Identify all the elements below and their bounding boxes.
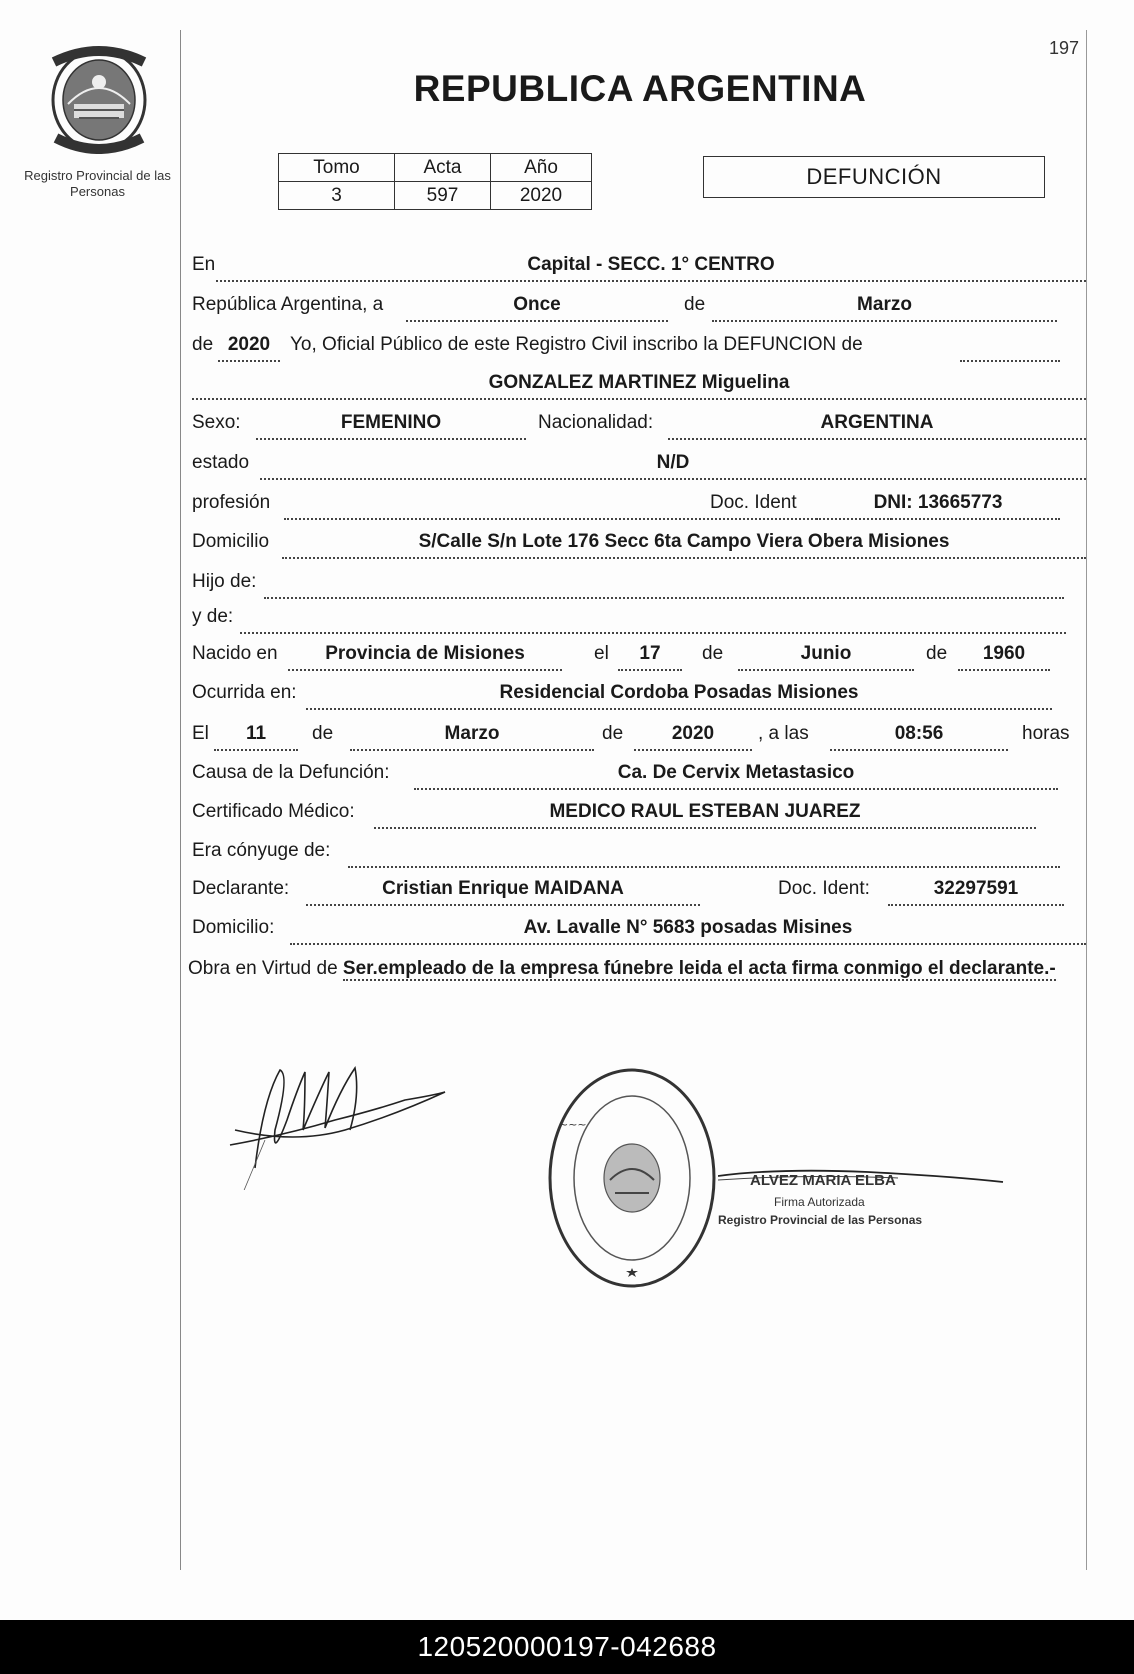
anio-header: Año	[491, 154, 592, 182]
de-label: de	[602, 723, 624, 744]
provincia-misiones-seal-icon	[44, 42, 154, 154]
svg-text:~~~: ~~~	[559, 1118, 587, 1131]
document-id-footer: 120520000197-042688	[0, 1620, 1134, 1674]
def-dia-value: 11	[214, 723, 298, 751]
reference-table	[278, 153, 592, 210]
authority-name: ALVEZ MARIA ELBA	[750, 1172, 896, 1189]
declarant-signature-icon	[225, 1060, 455, 1190]
authority-registro-label: Registro Provincial de las Personas	[718, 1213, 923, 1227]
nacido-anio-value: 1960	[958, 643, 1050, 671]
decl-domicilio-value: Av. Lavalle N° 5683 posadas Misines	[290, 917, 1086, 945]
ocurrida-label: Ocurrida en:	[192, 682, 297, 703]
def-anio-value: 2020	[634, 723, 752, 751]
de-label: de	[702, 643, 724, 664]
yde-label: y de:	[192, 606, 234, 627]
yde-value	[240, 606, 1066, 634]
hijo-value	[264, 571, 1064, 599]
causa-value: Ca. De Cervix Metastasico	[414, 762, 1058, 790]
anio-value: 2020	[491, 182, 592, 210]
nacionalidad-value: ARGENTINA	[668, 412, 1086, 440]
inscribo-text: Yo, Oficial Público de este Registro Civil inscribo la DEFUNCION de	[290, 334, 863, 355]
row-nacido	[192, 643, 1087, 673]
row-causa	[192, 762, 1087, 792]
declarante-value: Cristian Enrique MAIDANA	[306, 878, 700, 906]
de-label: de	[926, 643, 948, 664]
obra-en-virtud	[188, 956, 1080, 982]
sexo-value: FEMENINO	[256, 412, 526, 440]
decl-doc-label: Doc. Ident:	[778, 878, 870, 899]
causa-label: Causa de la Defunción:	[192, 762, 390, 783]
domicilio-value: S/Calle S/n Lote 176 Secc 6ta Campo Viera Obera Misiones	[282, 531, 1086, 559]
nombre-value: GONZALEZ MARTINEZ Miguelina	[192, 372, 1086, 400]
row-domicilio	[192, 531, 1087, 561]
profesion-value	[284, 492, 892, 520]
row-declarante	[192, 878, 1087, 908]
authority-firma-label: Firma Autorizada	[774, 1195, 865, 1209]
doc-type-box: DEFUNCIÓN	[703, 156, 1045, 198]
conyuge-label: Era cónyuge de:	[192, 840, 331, 861]
estado-value: N/D	[260, 452, 1086, 480]
certificado-label: Certificado Médico:	[192, 801, 355, 822]
defuncion-digital-stamp-icon	[545, 1068, 720, 1298]
conyuge-value	[348, 840, 1060, 868]
de-label: de	[192, 334, 214, 355]
domicilio-label: Domicilio	[192, 531, 270, 552]
republica-label: República Argentina, a	[192, 294, 384, 315]
anio-value: 2020	[218, 334, 280, 362]
horas-label: horas	[1022, 723, 1070, 744]
tomo-value: 3	[279, 182, 395, 210]
nacido-label: Nacido en	[192, 643, 278, 664]
page-title: REPUBLICA ARGENTINA	[413, 68, 867, 109]
row-estado	[192, 452, 1087, 482]
row-nombre	[192, 372, 1087, 402]
nacido-lugar-value: Provincia de Misiones	[288, 643, 562, 671]
el-label: El	[192, 723, 209, 744]
acta-value: 597	[395, 182, 491, 210]
sexo-label: Sexo:	[192, 412, 241, 433]
hora-value: 08:56	[830, 723, 1008, 751]
en-label: En	[192, 254, 216, 275]
dia-value: Once	[406, 294, 668, 322]
obra-label: Obra en Virtud de	[188, 958, 338, 979]
de-label: de	[312, 723, 334, 744]
ocurrida-value: Residencial Cordoba Posadas Misiones	[306, 682, 1052, 710]
doc-value: DNI: 13665773	[816, 492, 1060, 520]
registro-provincial-label: Registro Provincial de las Personas	[24, 168, 171, 199]
acta-header: Acta	[395, 154, 491, 182]
row-profesion	[192, 492, 1087, 522]
estado-label: estado	[192, 452, 250, 473]
inscribo-blank	[960, 334, 1060, 362]
row-hijo	[192, 571, 1087, 601]
left-margin-line	[180, 30, 181, 1570]
decl-domicilio-label: Domicilio:	[192, 917, 275, 938]
profesion-label: profesión	[192, 492, 271, 513]
page-number: 197	[1049, 38, 1080, 58]
nacido-dia-value: 17	[618, 643, 682, 671]
alas-label: , a las	[758, 723, 809, 744]
row-lugar	[192, 254, 1087, 284]
def-mes-value: Marzo	[350, 723, 594, 751]
de-label: de	[684, 294, 706, 315]
row-yde	[192, 606, 1087, 636]
decl-doc-value: 32297591	[888, 878, 1064, 906]
row-fecha	[192, 294, 1087, 324]
row-sexo	[192, 412, 1087, 442]
hijo-label: Hijo de:	[192, 571, 257, 592]
row-ocurrida	[192, 682, 1087, 712]
row-certificado	[192, 801, 1087, 831]
row-conyuge	[192, 840, 1087, 870]
obra-value: Ser.empleado de la empresa fúnebre leida el acta firma conmigo el declarante.-	[342, 958, 1056, 979]
doc-label: Doc. Ident	[710, 492, 797, 513]
lugar-value: Capital - SECC. 1° CENTRO	[216, 254, 1086, 282]
declarante-label: Declarante:	[192, 878, 290, 899]
mes-value: Marzo	[712, 294, 1057, 322]
nacionalidad-label: Nacionalidad:	[538, 412, 654, 433]
row-decl-domicilio	[192, 917, 1087, 947]
row-fecha-defuncion	[192, 723, 1087, 753]
row-inscribo	[192, 334, 1087, 364]
nacido-mes-value: Junio	[738, 643, 914, 671]
certificado-value: MEDICO RAUL ESTEBAN JUAREZ	[374, 801, 1036, 829]
el-label: el	[594, 643, 609, 664]
tomo-header: Tomo	[279, 154, 395, 182]
